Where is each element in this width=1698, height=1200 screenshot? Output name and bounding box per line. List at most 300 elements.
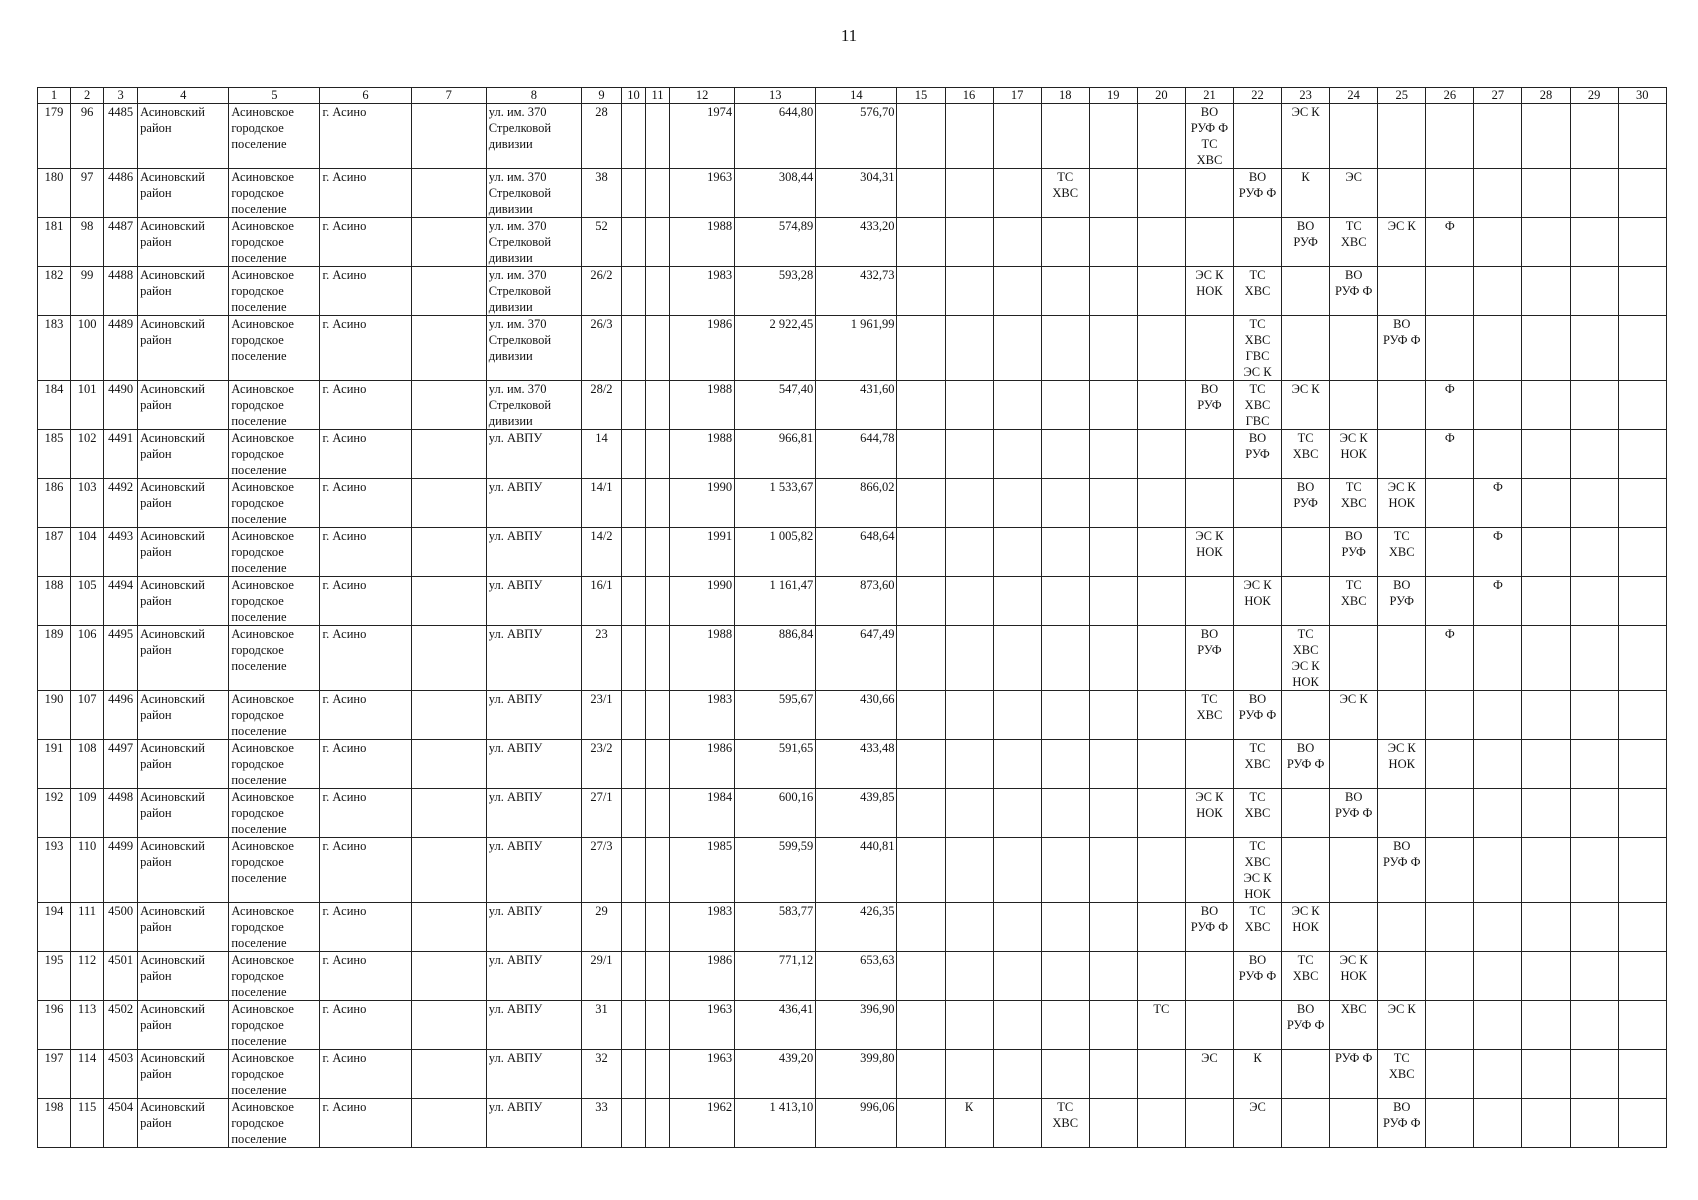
build-year-cell: 1986 — [670, 316, 735, 381]
table-row — [38, 903, 1667, 952]
empty-cell — [621, 1001, 645, 1050]
table-row — [38, 626, 1667, 691]
empty-cell — [1522, 218, 1570, 267]
empty-cell — [1618, 267, 1666, 316]
work-code-cell-22: ТС ХВС ЭС К НОК — [1233, 838, 1281, 903]
work-code-cell-20 — [1137, 626, 1185, 691]
work-code-cell-26 — [1426, 479, 1474, 528]
locality-cell: г. Асино — [320, 479, 411, 528]
empty-cell — [411, 577, 486, 626]
work-code-cell-27 — [1474, 169, 1522, 218]
settlement-cell: Асиновское городское поселение — [229, 952, 320, 1001]
work-code-cell-17 — [993, 169, 1041, 218]
empty-cell — [621, 479, 645, 528]
work-code-cell-27 — [1474, 381, 1522, 430]
house-number-cell: 14/1 — [581, 479, 621, 528]
work-code-cell-26 — [1426, 903, 1474, 952]
work-code-cell-24: ЭС К НОК — [1330, 430, 1378, 479]
work-code-cell-27 — [1474, 626, 1522, 691]
work-code-cell-27 — [1474, 104, 1522, 169]
work-code-cell-21 — [1185, 952, 1233, 1001]
work-code-cell-24: ЭС К НОК — [1330, 952, 1378, 1001]
work-code-cell-24: ВО РУФ Ф — [1330, 267, 1378, 316]
work-code-cell-27 — [1474, 691, 1522, 740]
empty-cell — [1618, 169, 1666, 218]
street-cell: ул. АВПУ — [486, 838, 581, 903]
work-code-cell-18 — [1041, 903, 1089, 952]
locality-cell: г. Асино — [320, 169, 411, 218]
empty-cell — [1522, 528, 1570, 577]
work-code-cell-24 — [1330, 316, 1378, 381]
empty-cell — [621, 789, 645, 838]
total-area-cell: 591,65 — [735, 740, 816, 789]
total-area-cell: 583,77 — [735, 903, 816, 952]
work-code-cell-22: ТС ХВС — [1233, 903, 1281, 952]
work-code-cell-19 — [1089, 577, 1137, 626]
empty-cell — [1522, 789, 1570, 838]
empty-cell — [646, 577, 670, 626]
work-code-cell-27 — [1474, 952, 1522, 1001]
house-number-cell: 26/3 — [581, 316, 621, 381]
house-number-cell: 33 — [581, 1099, 621, 1148]
empty-cell — [1570, 1050, 1618, 1099]
work-code-cell-19 — [1089, 430, 1137, 479]
locality-cell: г. Асино — [320, 952, 411, 1001]
living-area-cell: 576,70 — [816, 104, 897, 169]
work-code-cell-22: ТС ХВС — [1233, 267, 1281, 316]
living-area-cell: 431,60 — [816, 381, 897, 430]
work-code-cell-24 — [1330, 903, 1378, 952]
empty-cell — [1618, 952, 1666, 1001]
work-code-cell-16 — [945, 479, 993, 528]
work-code-cell-15 — [897, 1050, 945, 1099]
work-code-cell-21 — [1185, 218, 1233, 267]
table-row — [38, 528, 1667, 577]
settlement-cell: Асиновское городское поселение — [229, 1001, 320, 1050]
district-cell: Асиновский район — [138, 838, 229, 903]
work-code-cell-20 — [1137, 479, 1185, 528]
settlement-cell: Асиновское городское поселение — [229, 1050, 320, 1099]
work-code-cell-27 — [1474, 903, 1522, 952]
total-area-cell: 547,40 — [735, 381, 816, 430]
work-code-cell-19 — [1089, 316, 1137, 381]
settlement-cell: Асиновское городское поселение — [229, 838, 320, 903]
column-header: 19 — [1089, 88, 1137, 104]
work-code-cell-17 — [993, 952, 1041, 1001]
house-number-cell: 16/1 — [581, 577, 621, 626]
house-number-cell: 28 — [581, 104, 621, 169]
work-code-cell-27 — [1474, 218, 1522, 267]
living-area-cell: 439,85 — [816, 789, 897, 838]
empty-cell — [1618, 104, 1666, 169]
table-body — [38, 104, 1667, 1148]
empty-cell — [1522, 903, 1570, 952]
work-code-cell-21 — [1185, 1001, 1233, 1050]
work-code-cell-21: ЭС — [1185, 1050, 1233, 1099]
work-code-cell-21: ВО РУФ — [1185, 626, 1233, 691]
empty-cell — [621, 218, 645, 267]
object-id: 4487 — [104, 218, 138, 267]
table-row — [38, 218, 1667, 267]
empty-cell — [1522, 740, 1570, 789]
empty-cell — [411, 952, 486, 1001]
empty-cell — [1522, 169, 1570, 218]
district-cell: Асиновский район — [138, 430, 229, 479]
work-code-cell-24 — [1330, 104, 1378, 169]
work-code-cell-15 — [897, 740, 945, 789]
work-code-cell-20 — [1137, 903, 1185, 952]
work-code-cell-24 — [1330, 381, 1378, 430]
work-code-cell-15 — [897, 952, 945, 1001]
locality-cell: г. Асино — [320, 218, 411, 267]
object-id: 4492 — [104, 479, 138, 528]
build-year-cell: 1963 — [670, 1050, 735, 1099]
work-code-cell-27 — [1474, 1099, 1522, 1148]
street-cell: ул. им. 370 Стрелковой дивизии — [486, 267, 581, 316]
district-cell: Асиновский район — [138, 104, 229, 169]
build-year-cell: 1990 — [670, 479, 735, 528]
work-code-cell-19 — [1089, 952, 1137, 1001]
empty-cell — [1618, 430, 1666, 479]
work-code-cell-26: Ф — [1426, 626, 1474, 691]
work-code-cell-20 — [1137, 430, 1185, 479]
empty-cell — [411, 169, 486, 218]
work-code-cell-17 — [993, 789, 1041, 838]
empty-cell — [1570, 577, 1618, 626]
empty-cell — [646, 903, 670, 952]
work-code-cell-15 — [897, 267, 945, 316]
sub-number: 110 — [71, 838, 104, 903]
row-number: 188 — [38, 577, 71, 626]
column-header: 1 — [38, 88, 71, 104]
work-code-cell-21: ВО РУФ Ф ТС ХВС — [1185, 104, 1233, 169]
empty-cell — [646, 1099, 670, 1148]
living-area-cell: 432,73 — [816, 267, 897, 316]
total-area-cell: 600,16 — [735, 789, 816, 838]
district-cell: Асиновский район — [138, 316, 229, 381]
object-id: 4488 — [104, 267, 138, 316]
living-area-cell: 440,81 — [816, 838, 897, 903]
work-code-cell-15 — [897, 316, 945, 381]
district-cell: Асиновский район — [138, 903, 229, 952]
housing-register-table — [37, 87, 1667, 1148]
work-code-cell-18 — [1041, 528, 1089, 577]
row-number: 180 — [38, 169, 71, 218]
work-code-cell-20 — [1137, 691, 1185, 740]
sub-number: 102 — [71, 430, 104, 479]
work-code-cell-21: ЭС К НОК — [1185, 789, 1233, 838]
empty-cell — [411, 316, 486, 381]
work-code-cell-23: ВО РУФ Ф — [1282, 740, 1330, 789]
work-code-cell-26 — [1426, 789, 1474, 838]
build-year-cell: 1988 — [670, 430, 735, 479]
work-code-cell-19 — [1089, 1001, 1137, 1050]
district-cell: Асиновский район — [138, 169, 229, 218]
work-code-cell-23: ЭС К — [1282, 104, 1330, 169]
sub-number: 109 — [71, 789, 104, 838]
total-area-cell: 599,59 — [735, 838, 816, 903]
work-code-cell-15 — [897, 479, 945, 528]
work-code-cell-24: ТС ХВС — [1330, 218, 1378, 267]
locality-cell: г. Асино — [320, 1001, 411, 1050]
row-number: 182 — [38, 267, 71, 316]
living-area-cell: 1 961,99 — [816, 316, 897, 381]
work-code-cell-21: ЭС К НОК — [1185, 528, 1233, 577]
empty-cell — [1522, 479, 1570, 528]
work-code-cell-25 — [1378, 267, 1426, 316]
empty-cell — [646, 1001, 670, 1050]
row-number: 191 — [38, 740, 71, 789]
work-code-cell-15 — [897, 528, 945, 577]
column-header: 27 — [1474, 88, 1522, 104]
work-code-cell-20 — [1137, 1099, 1185, 1148]
house-number-cell: 23/2 — [581, 740, 621, 789]
work-code-cell-17 — [993, 1050, 1041, 1099]
empty-cell — [1522, 1001, 1570, 1050]
total-area-cell: 886,84 — [735, 626, 816, 691]
row-number: 190 — [38, 691, 71, 740]
object-id: 4504 — [104, 1099, 138, 1148]
work-code-cell-20 — [1137, 381, 1185, 430]
work-code-cell-22: ЭС — [1233, 1099, 1281, 1148]
empty-cell — [411, 1001, 486, 1050]
empty-cell — [1618, 1050, 1666, 1099]
row-number: 192 — [38, 789, 71, 838]
sub-number: 104 — [71, 528, 104, 577]
work-code-cell-20 — [1137, 952, 1185, 1001]
work-code-cell-23: ВО РУФ Ф — [1282, 1001, 1330, 1050]
work-code-cell-15 — [897, 838, 945, 903]
work-code-cell-17 — [993, 316, 1041, 381]
settlement-cell: Асиновское городское поселение — [229, 104, 320, 169]
work-code-cell-27 — [1474, 430, 1522, 479]
row-number: 184 — [38, 381, 71, 430]
empty-cell — [1570, 381, 1618, 430]
empty-cell — [646, 952, 670, 1001]
row-number: 196 — [38, 1001, 71, 1050]
street-cell: ул. АВПУ — [486, 430, 581, 479]
build-year-cell: 1988 — [670, 381, 735, 430]
sub-number: 106 — [71, 626, 104, 691]
work-code-cell-22: ВО РУФ Ф — [1233, 952, 1281, 1001]
empty-cell — [1570, 218, 1618, 267]
work-code-cell-16 — [945, 169, 993, 218]
empty-cell — [621, 691, 645, 740]
work-code-cell-17 — [993, 691, 1041, 740]
work-code-cell-22 — [1233, 479, 1281, 528]
table-row — [38, 740, 1667, 789]
empty-cell — [1618, 381, 1666, 430]
object-id: 4491 — [104, 430, 138, 479]
empty-cell — [646, 691, 670, 740]
work-code-cell-25 — [1378, 381, 1426, 430]
work-code-cell-23 — [1282, 1099, 1330, 1148]
build-year-cell: 1963 — [670, 169, 735, 218]
object-id: 4498 — [104, 789, 138, 838]
empty-cell — [646, 218, 670, 267]
work-code-cell-18 — [1041, 1001, 1089, 1050]
table-row — [38, 789, 1667, 838]
work-code-cell-18 — [1041, 104, 1089, 169]
build-year-cell: 1988 — [670, 218, 735, 267]
settlement-cell: Асиновское городское поселение — [229, 528, 320, 577]
column-header: 16 — [945, 88, 993, 104]
empty-cell — [1522, 626, 1570, 691]
work-code-cell-18 — [1041, 740, 1089, 789]
work-code-cell-19 — [1089, 691, 1137, 740]
work-code-cell-26 — [1426, 838, 1474, 903]
object-id: 4496 — [104, 691, 138, 740]
living-area-cell: 648,64 — [816, 528, 897, 577]
locality-cell: г. Асино — [320, 903, 411, 952]
empty-cell — [621, 838, 645, 903]
sub-number: 113 — [71, 1001, 104, 1050]
work-code-cell-18 — [1041, 1050, 1089, 1099]
empty-cell — [1522, 577, 1570, 626]
total-area-cell: 2 922,45 — [735, 316, 816, 381]
column-header: 26 — [1426, 88, 1474, 104]
work-code-cell-17 — [993, 1099, 1041, 1148]
locality-cell: г. Асино — [320, 1050, 411, 1099]
work-code-cell-17 — [993, 838, 1041, 903]
empty-cell — [411, 528, 486, 577]
empty-cell — [1522, 838, 1570, 903]
work-code-cell-17 — [993, 381, 1041, 430]
street-cell: ул. АВПУ — [486, 479, 581, 528]
column-number-header-row — [38, 88, 1667, 104]
street-cell: ул. АВПУ — [486, 577, 581, 626]
work-code-cell-15 — [897, 169, 945, 218]
living-area-cell: 399,80 — [816, 1050, 897, 1099]
column-header: 25 — [1378, 88, 1426, 104]
district-cell: Асиновский район — [138, 267, 229, 316]
column-header: 8 — [486, 88, 581, 104]
column-header: 3 — [104, 88, 138, 104]
work-code-cell-25: ТС ХВС — [1378, 1050, 1426, 1099]
work-code-cell-26 — [1426, 169, 1474, 218]
work-code-cell-24: РУФ Ф — [1330, 1050, 1378, 1099]
work-code-cell-15 — [897, 218, 945, 267]
row-number: 189 — [38, 626, 71, 691]
work-code-cell-27 — [1474, 740, 1522, 789]
work-code-cell-17 — [993, 577, 1041, 626]
work-code-cell-19 — [1089, 479, 1137, 528]
house-number-cell: 27/1 — [581, 789, 621, 838]
work-code-cell-22 — [1233, 1001, 1281, 1050]
work-code-cell-26 — [1426, 740, 1474, 789]
column-header: 24 — [1330, 88, 1378, 104]
object-id: 4494 — [104, 577, 138, 626]
locality-cell: г. Асино — [320, 740, 411, 789]
street-cell: ул. АВПУ — [486, 1099, 581, 1148]
work-code-cell-27 — [1474, 789, 1522, 838]
work-code-cell-19 — [1089, 789, 1137, 838]
empty-cell — [411, 838, 486, 903]
street-cell: ул. им. 370 Стрелковой дивизии — [486, 316, 581, 381]
work-code-cell-26: Ф — [1426, 381, 1474, 430]
empty-cell — [621, 577, 645, 626]
work-code-cell-25 — [1378, 789, 1426, 838]
work-code-cell-18 — [1041, 952, 1089, 1001]
work-code-cell-25 — [1378, 104, 1426, 169]
build-year-cell: 1974 — [670, 104, 735, 169]
column-header: 18 — [1041, 88, 1089, 104]
work-code-cell-23: К — [1282, 169, 1330, 218]
work-code-cell-18 — [1041, 430, 1089, 479]
work-code-cell-19 — [1089, 218, 1137, 267]
empty-cell — [1522, 1099, 1570, 1148]
work-code-cell-15 — [897, 430, 945, 479]
work-code-cell-22 — [1233, 528, 1281, 577]
work-code-cell-22: ВО РУФ Ф — [1233, 169, 1281, 218]
work-code-cell-19 — [1089, 381, 1137, 430]
empty-cell — [621, 528, 645, 577]
sub-number: 100 — [71, 316, 104, 381]
work-code-cell-24: ТС ХВС — [1330, 577, 1378, 626]
work-code-cell-18 — [1041, 626, 1089, 691]
work-code-cell-19 — [1089, 626, 1137, 691]
work-code-cell-26 — [1426, 528, 1474, 577]
table-row — [38, 1001, 1667, 1050]
total-area-cell: 574,89 — [735, 218, 816, 267]
empty-cell — [646, 740, 670, 789]
work-code-cell-23: ЭС К — [1282, 381, 1330, 430]
empty-cell — [411, 626, 486, 691]
work-code-cell-21 — [1185, 479, 1233, 528]
empty-cell — [646, 169, 670, 218]
work-code-cell-26 — [1426, 1099, 1474, 1148]
work-code-cell-24: ВО РУФ — [1330, 528, 1378, 577]
house-number-cell: 31 — [581, 1001, 621, 1050]
work-code-cell-22: К — [1233, 1050, 1281, 1099]
settlement-cell: Асиновское городское поселение — [229, 430, 320, 479]
sub-number: 98 — [71, 218, 104, 267]
empty-cell — [646, 381, 670, 430]
row-number: 179 — [38, 104, 71, 169]
empty-cell — [621, 104, 645, 169]
work-code-cell-26 — [1426, 1001, 1474, 1050]
row-number: 193 — [38, 838, 71, 903]
living-area-cell: 396,90 — [816, 1001, 897, 1050]
work-code-cell-21: ТС ХВС — [1185, 691, 1233, 740]
column-header: 30 — [1618, 88, 1666, 104]
column-header: 23 — [1282, 88, 1330, 104]
work-code-cell-18: ТС ХВС — [1041, 169, 1089, 218]
build-year-cell: 1986 — [670, 952, 735, 1001]
street-cell: ул. АВПУ — [486, 740, 581, 789]
empty-cell — [1570, 430, 1618, 479]
work-code-cell-23: ТС ХВС — [1282, 430, 1330, 479]
object-id: 4500 — [104, 903, 138, 952]
build-year-cell: 1985 — [670, 838, 735, 903]
living-area-cell: 647,49 — [816, 626, 897, 691]
work-code-cell-27 — [1474, 267, 1522, 316]
work-code-cell-24: ЭС — [1330, 169, 1378, 218]
work-code-cell-17 — [993, 479, 1041, 528]
empty-cell — [1618, 626, 1666, 691]
work-code-cell-16 — [945, 577, 993, 626]
table-row — [38, 838, 1667, 903]
table-row — [38, 1050, 1667, 1099]
work-code-cell-20 — [1137, 169, 1185, 218]
work-code-cell-17 — [993, 626, 1041, 691]
page-number: 11 — [840, 26, 858, 45]
work-code-cell-21 — [1185, 740, 1233, 789]
locality-cell: г. Асино — [320, 691, 411, 740]
work-code-cell-20 — [1137, 1050, 1185, 1099]
work-code-cell-22: ЭС К НОК — [1233, 577, 1281, 626]
empty-cell — [411, 430, 486, 479]
